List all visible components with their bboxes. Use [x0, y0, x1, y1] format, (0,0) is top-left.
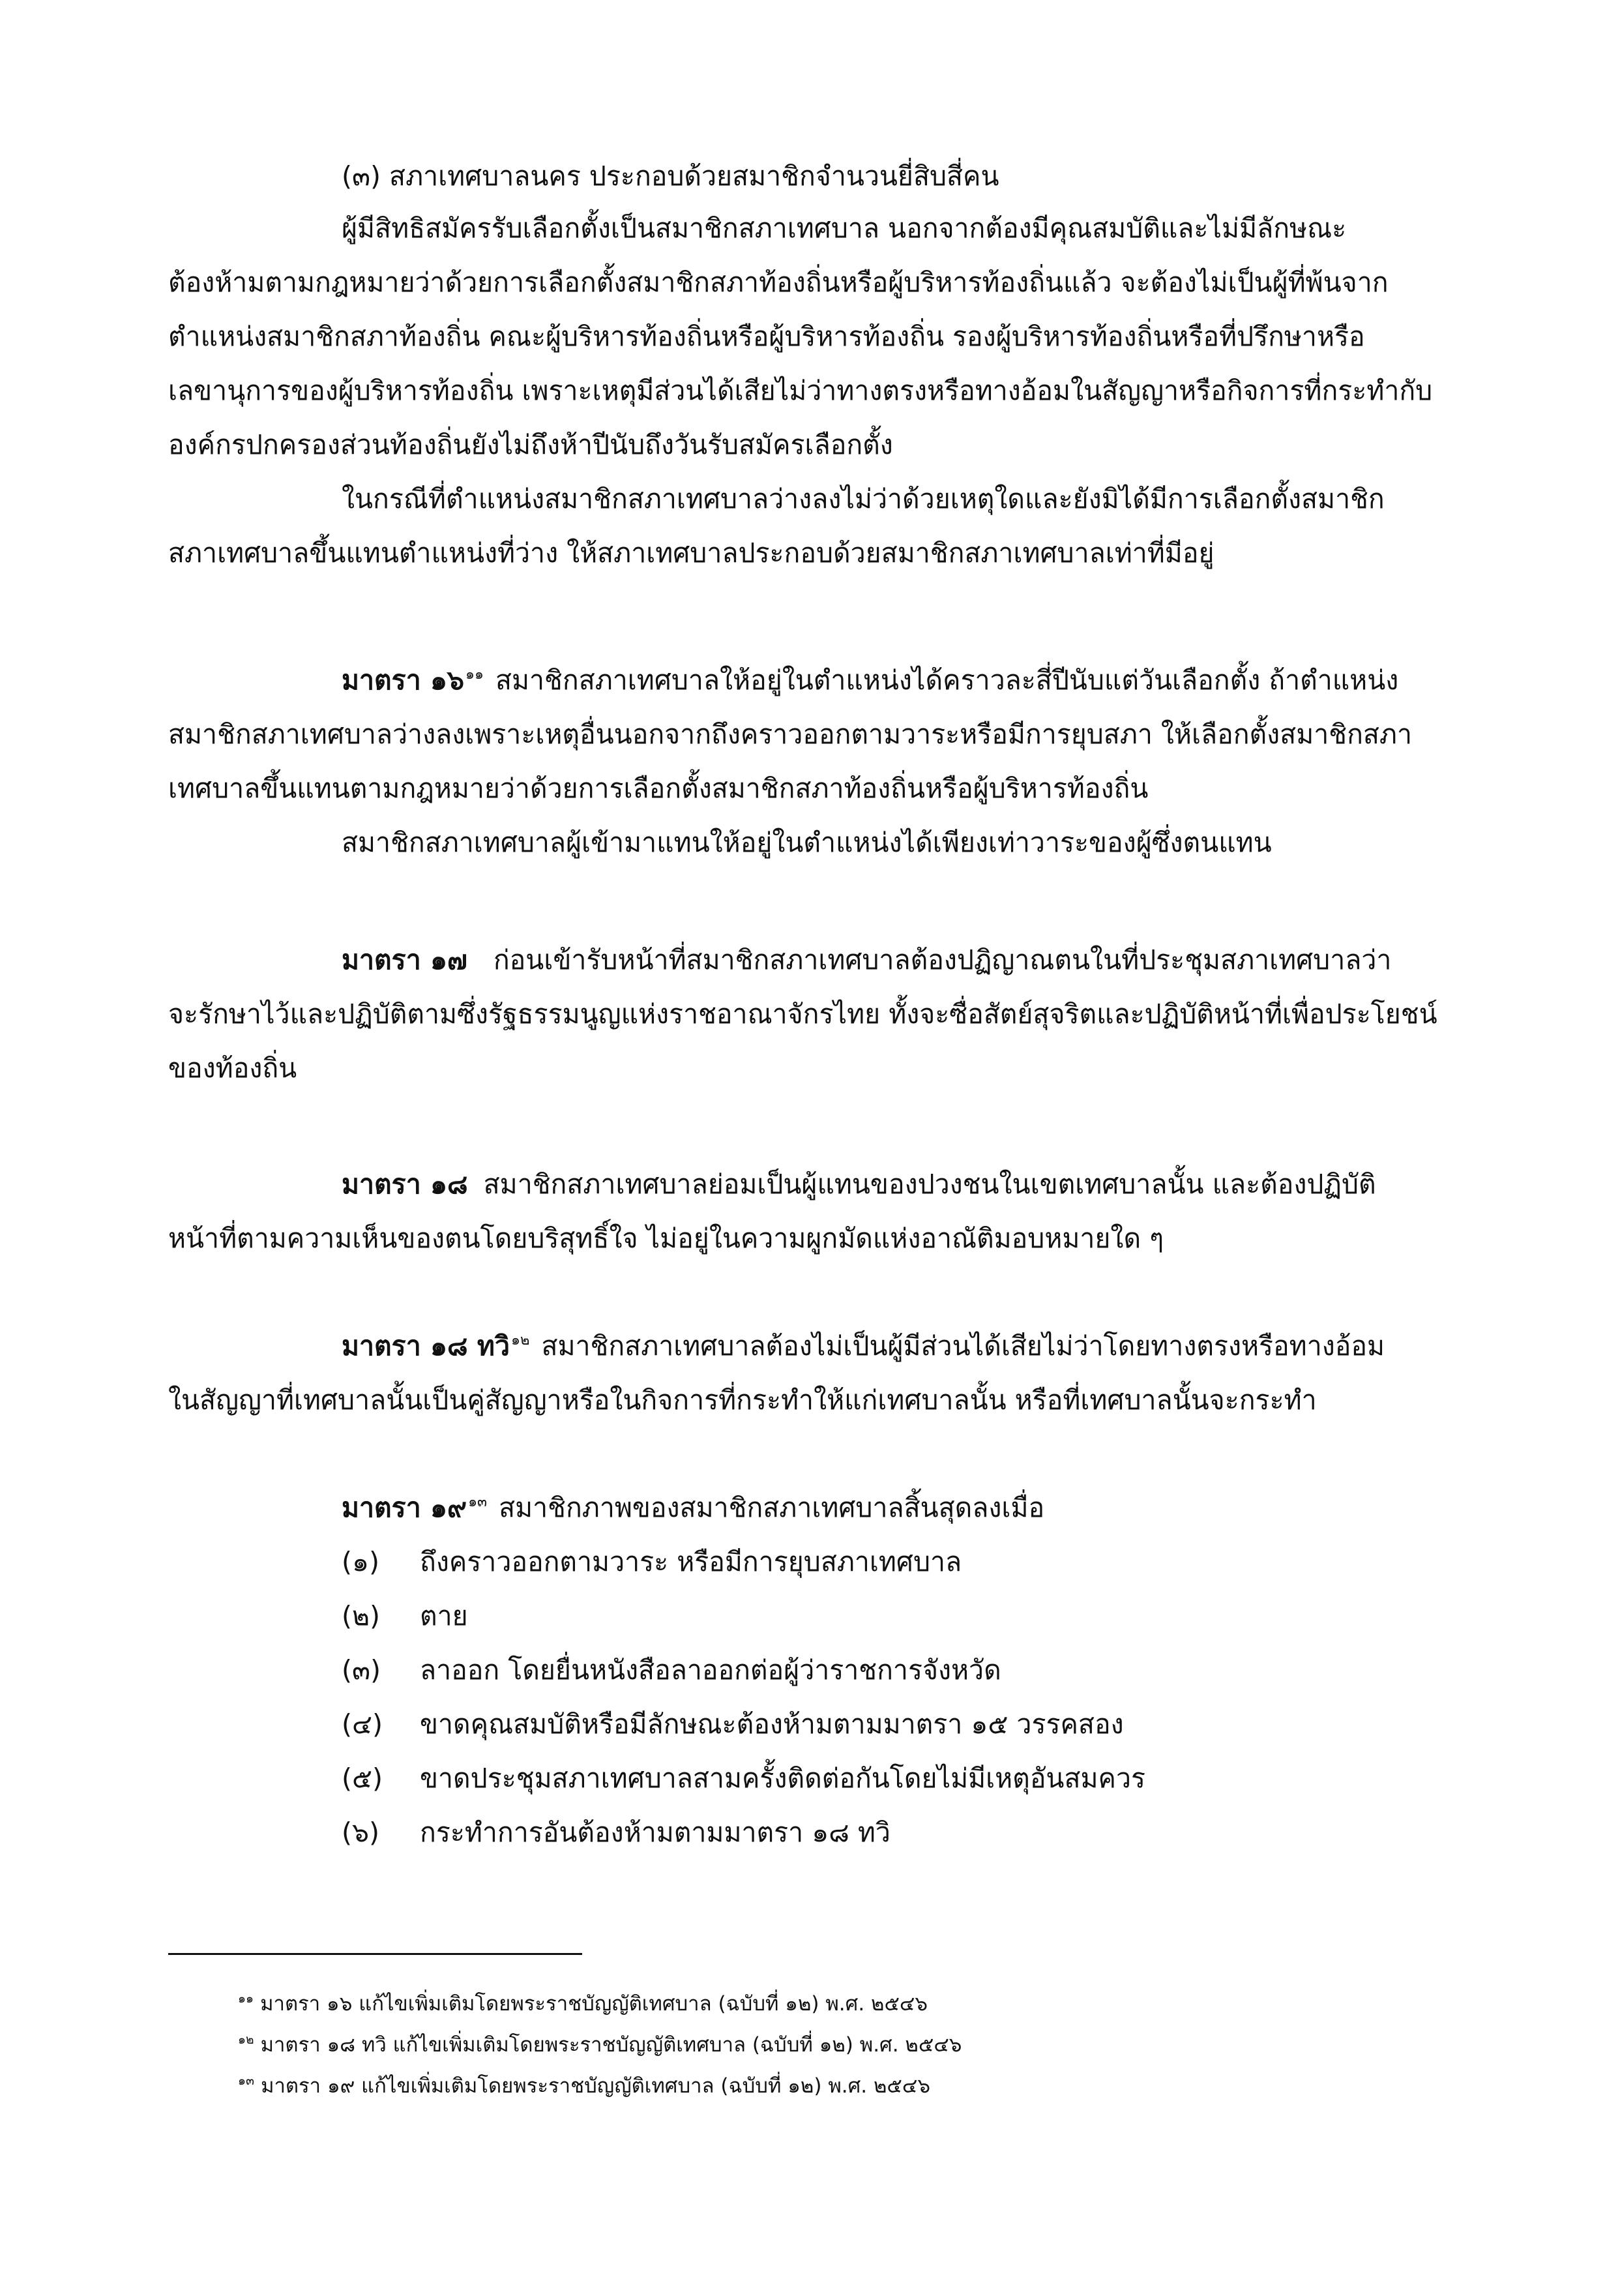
section-18-bis-line: ในสัญญาที่เทศบาลนั้นเป็นคู่สัญญาหรือในกิจการที่กระทำให้แก่เทศบาลนั้น หรือที่เทศบาลนั้นจะกระทำ — [168, 1384, 1317, 1416]
list-item-number: (๑) — [342, 1546, 380, 1577]
intro-paragraph-1-line: องค์กรปกครองส่วนท้องถิ่นยังไม่ถึงห้าปีนับถึงวันรับสมัครเลือกตั้ง — [168, 429, 893, 460]
section-16-paragraph-2: สมาชิกสภาเทศบาลผู้เข้ามาแทนให้อยู่ในตำแหน่งได้เพียงเท่าวาระของผู้ซึ่งตนแทน — [342, 827, 1272, 858]
section-16-line: เทศบาลขึ้นแทนตามกฎหมายว่าด้วยการเลือกตั้งสมาชิกสภาท้องถิ่นหรือผู้บริหารท้องถิ่น — [168, 773, 1149, 804]
intro-item-3: (๓) สภาเทศบาลนคร ประกอบด้วยสมาชิกจำนวนยี่สิบสี่คน — [342, 160, 999, 192]
section-18-bis-text: สมาชิกสภาเทศบาลต้องไม่เป็นผู้มีส่วนได้เสียไม่ว่าโดยทางตรงหรือทางอ้อม — [541, 1330, 1385, 1362]
footnote-11 — [238, 1989, 928, 2019]
footnote-ref-12: ๑๒ — [510, 1332, 530, 1349]
footnote-mark: ๑๒ — [238, 2033, 254, 2047]
section-18-bis-label: มาตรา ๑๘ ทวิ — [342, 1330, 510, 1362]
list-item-number: (๔) — [342, 1708, 383, 1740]
section-17-label: มาตรา ๑๗ — [342, 944, 467, 976]
list-item-text: กระทำการอันต้องห้ามตามมาตรา ๑๘ ทวิ — [420, 1817, 891, 1848]
list-item-text: ถึงคราวออกตามวาระ หรือมีการยุบสภาเทศบาล — [420, 1546, 962, 1577]
intro-paragraph-1-line: ตำแหน่งสมาชิกสภาท้องถิ่น คณะผู้บริหารท้องถิ่นหรือผู้บริหารท้องถิ่น รองผู้บริหารท้องถิ่นหรือที่ปรึกษาหรือ — [168, 321, 1365, 352]
section-17-first-line — [342, 940, 1391, 979]
section-16-first-line — [342, 661, 1398, 700]
section-19-first-line — [342, 1488, 1044, 1527]
section-19-label: มาตรา ๑๙ — [342, 1492, 467, 1523]
section-16-text: สมาชิกสภาเทศบาลให้อยู่ในตำแหน่งได้คราวละสี่ปีนับแต่วันเลือกตั้ง ถ้าตำแหน่ง — [495, 664, 1399, 696]
intro-paragraph-1-line: เลขานุการของผู้บริหารท้องถิ่น เพราะเหตุมีส่วนได้เสียไม่ว่าทางตรงหรือทางอ้อมในสัญญาหรือกิจการที่กระทำกับ — [168, 375, 1433, 406]
section-18-first-line — [342, 1165, 1376, 1204]
section-18-text: สมาชิกสภาเทศบาลย่อมเป็นผู้แทนของปวงชนในเขตเทศบาลนั้น และต้องปฏิบัติ — [483, 1169, 1376, 1200]
footnote-mark: ๑๑ — [238, 1991, 254, 2006]
list-item-text: ขาดคุณสมบัติหรือมีลักษณะต้องห้ามตามมาตรา ๑๕ วรรคสอง — [420, 1708, 1124, 1740]
intro-paragraph-1-line: ผู้มีสิทธิสมัครรับเลือกตั้งเป็นสมาชิกสภาเทศบาล นอกจากต้องมีคุณสมบัติและไม่มีลักษณะ — [342, 213, 1347, 244]
list-item-number: (๒) — [342, 1600, 381, 1632]
section-16-line: สมาชิกสภาเทศบาลว่างลงเพราะเหตุอื่นนอกจากถึงคราวออกตามวาระหรือมีการยุบสภา ให้เลือกตั้งสมาชิกสภา — [168, 719, 1412, 750]
section-18-bis-first-line — [342, 1326, 1385, 1365]
footnote-12 — [238, 2030, 962, 2060]
section-17-text: ก่อนเข้ารับหน้าที่สมาชิกสภาเทศบาลต้องปฏิญาณตนในที่ประชุมสภาเทศบาลว่า — [493, 944, 1392, 976]
section-17-line: ของท้องถิ่น — [168, 1052, 297, 1084]
footnote-divider — [168, 1953, 582, 1955]
intro-paragraph-2-line: ในกรณีที่ตำแหน่งสมาชิกสภาเทศบาลว่างลงไม่ว่าด้วยเหตุใดและยังมิได้มีการเลือกตั้งสมาชิก — [342, 483, 1385, 514]
footnote-text: มาตรา ๑๖ แก้ไขเพิ่มเติมโดยพระราชบัญญัติเทศบาล (ฉบับที่ ๑๒) พ.ศ. ๒๕๔๖ — [260, 1992, 928, 2016]
list-item-number: (๖) — [342, 1817, 380, 1848]
intro-paragraph-1-line: ต้องห้ามตามกฎหมายว่าด้วยการเลือกตั้งสมาชิกสภาท้องถิ่นหรือผู้บริหารท้องถิ่นแล้ว จะต้องไม่เป็นผู้ที่พ้นจาก — [168, 267, 1389, 298]
footnote-text: มาตรา ๑๙ แก้ไขเพิ่มเติมโดยพระราชบัญญัติเทศบาล (ฉบับที่ ๑๒) พ.ศ. ๒๕๔๖ — [261, 2074, 931, 2098]
list-item-number: (๕) — [342, 1763, 383, 1794]
list-item-text: ลาออก โดยยื่นหนังสือลาออกต่อผู้ว่าราชการจังหวัด — [420, 1654, 1001, 1686]
footnote-13 — [238, 2071, 930, 2101]
section-16-label: มาตรา ๑๖ — [342, 664, 465, 696]
footnote-ref-13: ๑๓ — [468, 1494, 488, 1510]
footnote-mark: ๑๓ — [238, 2074, 255, 2088]
list-item-text: ขาดประชุมสภาเทศบาลสามครั้งติดต่อกันโดยไม่มีเหตุอันสมควร — [420, 1763, 1145, 1794]
footnote-text: มาตรา ๑๘ ทวิ แก้ไขเพิ่มเติมโดยพระราชบัญญัติเทศบาล (ฉบับที่ ๑๒) พ.ศ. ๒๕๔๖ — [260, 2033, 962, 2057]
section-19-text: สมาชิกภาพของสมาชิกสภาเทศบาลสิ้นสุดลงเมื่อ — [499, 1492, 1045, 1523]
footnote-ref-11: ๑๑ — [465, 666, 484, 683]
section-17-line: จะรักษาไว้และปฏิบัติตามซึ่งรัฐธรรมนูญแห่งราชอาณาจักรไทย ทั้งจะซื่อสัตย์สุจริตและปฏิบัติหน้าที่เพื่อประโยชน์ — [168, 998, 1437, 1030]
section-18-label: มาตรา ๑๘ — [342, 1169, 468, 1200]
intro-paragraph-2-line: สภาเทศบาลขึ้นแทนตำแหน่งที่ว่าง ให้สภาเทศบาลประกอบด้วยสมาชิกสภาเทศบาลเท่าที่มีอยู่ — [168, 537, 1215, 569]
section-18-line: หน้าที่ตามความเห็นของตนโดยบริสุทธิ์ใจ ไม่อยู่ในความผูกมัดแห่งอาณัติมอบหมายใด ๆ — [168, 1223, 1164, 1254]
list-item-number: (๓) — [342, 1654, 381, 1686]
list-item-text: ตาย — [420, 1600, 468, 1632]
